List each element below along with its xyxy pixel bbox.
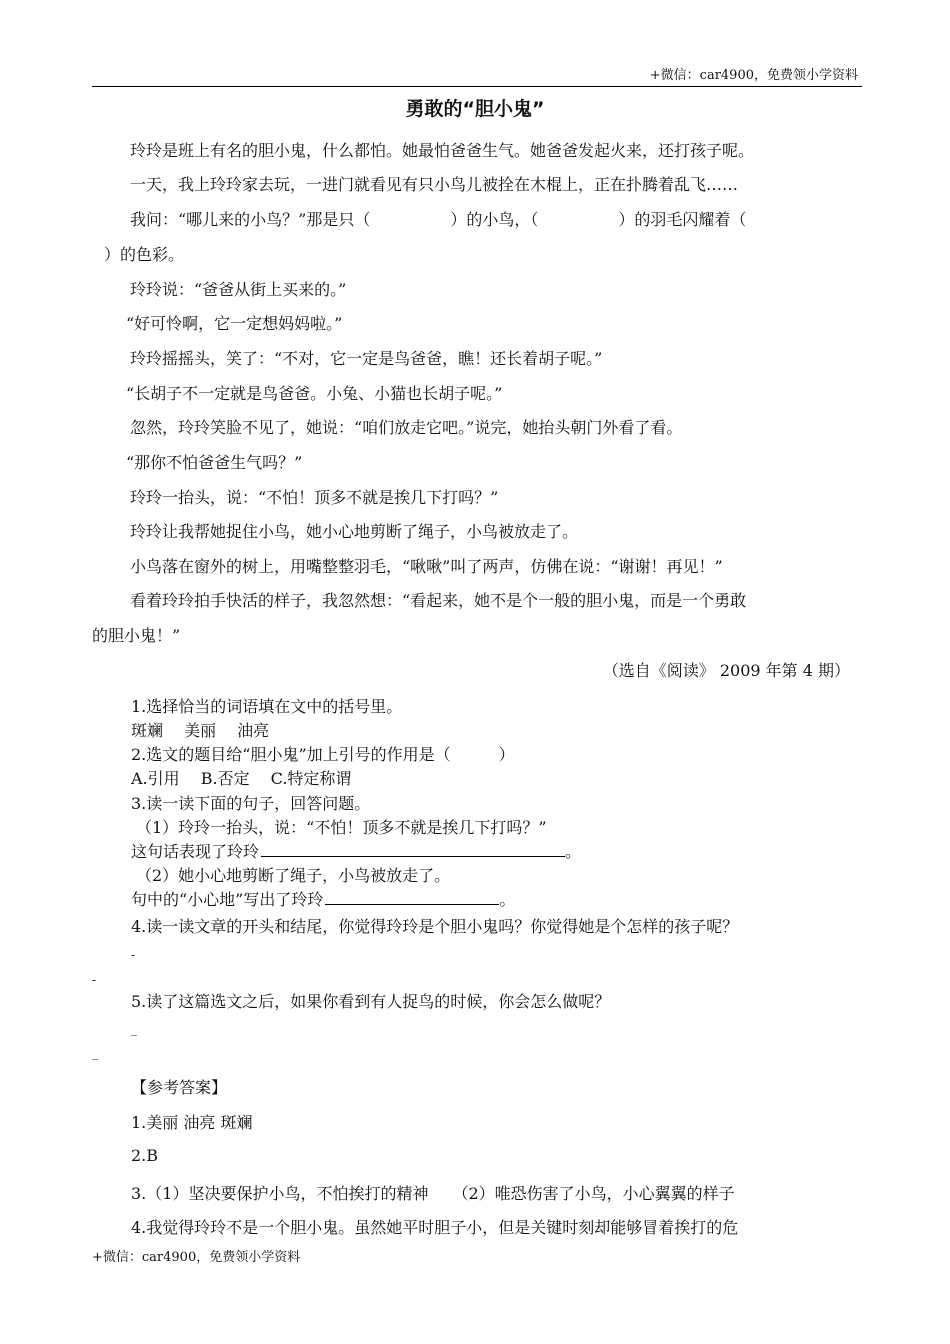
story-paragraph: “好可怜啊，它一定想妈妈啦。” — [126, 314, 343, 333]
question-2-options: A.引用 B.否定 C.特定称谓 — [131, 769, 352, 788]
story-paragraph-continuation: 的胆小鬼！” — [92, 626, 181, 645]
question-2: 2.选文的题目给“胆小鬼”加上引号的作用是（ ） — [131, 745, 515, 764]
answer-mark: - — [92, 973, 97, 987]
period: 。 — [565, 842, 582, 861]
story-paragraph: 忽然，玲玲笑脸不见了，她说：“咱们放走它吧。”说完，她抬头朝门外看了看。 — [130, 418, 683, 437]
answer-blank[interactable] — [325, 903, 499, 905]
page-title: 勇敢的“胆小鬼” — [405, 98, 545, 120]
question-1-words: 斑斓 美丽 油亮 — [131, 721, 270, 740]
question-3-1: （1）玲玲一抬头，说：“不怕！顶多不就是挨几下打吗？” — [136, 818, 547, 837]
answer-blank[interactable] — [261, 855, 565, 857]
answer-mark: - — [131, 948, 136, 962]
question-1: 1.选择恰当的词语填在文中的括号里。 — [131, 697, 403, 716]
answer-3: 3.（1）坚决要保护小鸟，不怕挨打的精神 （2）唯恐伤害了小鸟，小心翼翼的样子 — [131, 1184, 735, 1203]
header-note: +微信：car4900，免费领小学资料 — [649, 68, 858, 83]
header-rule — [92, 86, 862, 87]
answer-mark: _ — [92, 1046, 98, 1060]
story-paragraph: 玲玲摇摇头，笑了：“不对，它一定是鸟爸爸，瞧！还长着胡子呢。” — [130, 349, 603, 368]
story-paragraph-continuation: ）的色彩。 — [104, 245, 185, 264]
question-3-2-answer-line — [131, 887, 515, 910]
question-3-2-prompt: 句中的“小心地”写出了玲玲 — [131, 890, 324, 909]
answer-mark: _ — [131, 1022, 137, 1036]
story-paragraph: “长胡子不一定就是鸟爸爸。小兔、小猫也长胡子呢。” — [126, 384, 503, 403]
question-3-1-answer-line — [131, 839, 581, 862]
question-3: 3.读一读下面的句子，回答问题。 — [131, 794, 371, 813]
footer-note: +微信：car4900，免费领小学资料 — [92, 1250, 301, 1265]
question-3-2: （2）她小心地剪断了绳子，小鸟被放走了。 — [136, 866, 451, 885]
story-paragraph: 玲玲一抬头，说：“不怕！顶多不就是挨几下打吗？” — [130, 488, 499, 507]
story-paragraph: 玲玲是班上有名的胆小鬼，什么都怕。她最怕爸爸生气。她爸爸发起火来，还打孩子呢。 — [130, 141, 755, 160]
story-paragraph: 看着玲玲拍手快活的样子，我忽然想：“看起来，她不是个一般的胆小鬼，而是一个勇敢 — [130, 591, 747, 610]
answers-heading: 【参考答案】 — [131, 1078, 228, 1097]
story-paragraph: 小鸟落在窗外的树上，用嘴整整羽毛，“啾啾”叫了两声，仿佛在说：“谢谢！再见！” — [130, 557, 723, 576]
story-paragraph: 我问：“哪儿来的小鸟？”那是只（ ）的小鸟，（ ）的羽毛闪耀着（ — [130, 210, 747, 229]
story-paragraph: 一天，我上玲玲家去玩，一进门就看见有只小鸟儿被拴在木棍上，正在扑腾着乱飞…… — [130, 175, 739, 194]
answer-4: 4.我觉得玲玲不是一个胆小鬼。虽然她平时胆子小，但是关键时刻却能够冒着挨打的危 — [131, 1218, 739, 1237]
source-citation: （选自《阅读》 2009 年第 4 期） — [602, 661, 850, 680]
story-paragraph: “那你不怕爸爸生气吗？” — [126, 453, 303, 472]
question-5: 5.读了这篇选文之后，如果你看到有人捉鸟的时候，你会怎么做呢？ — [131, 992, 611, 1011]
question-4: 4.读一读文章的开头和结尾，你觉得玲玲是个胆小鬼吗？你觉得她是个怎样的孩子呢？ — [131, 917, 739, 936]
story-paragraph: 玲玲说：“爸爸从街上买来的。” — [130, 280, 347, 299]
period: 。 — [499, 890, 516, 909]
answer-1: 1.美丽 油亮 斑斓 — [131, 1113, 253, 1132]
answer-2: 2.B — [131, 1146, 159, 1165]
story-paragraph: 玲玲让我帮她捉住小鸟，她小心地剪断了绳子，小鸟被放走了。 — [130, 522, 579, 541]
question-3-1-prompt: 这句话表现了玲玲 — [131, 842, 260, 861]
